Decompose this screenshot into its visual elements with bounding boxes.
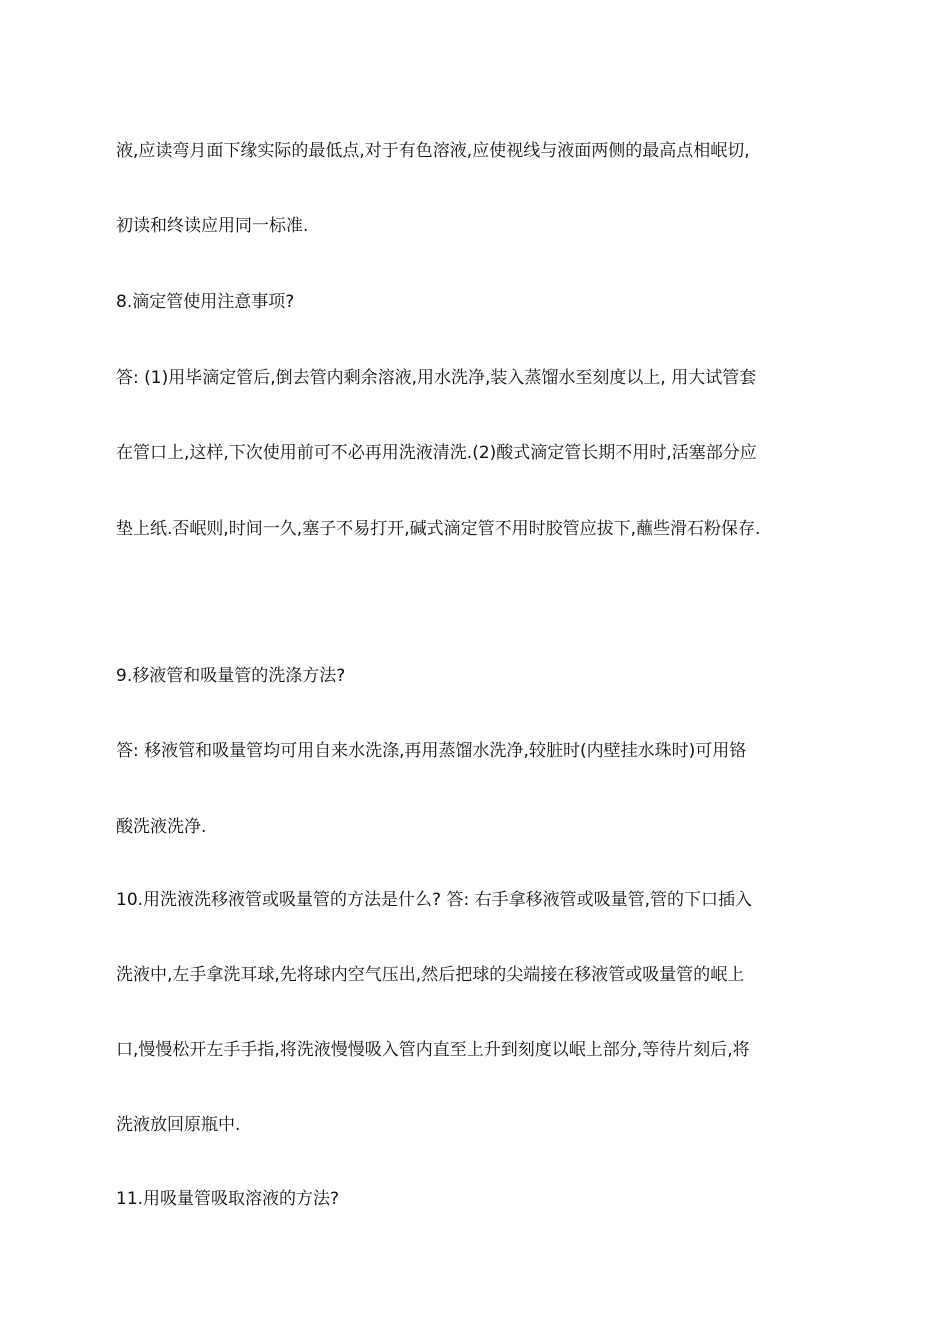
text-line: 液,应读弯月面下缘实际的最低点,对于有色溶液,应使视线与液面两侧的最高点相岷切,	[116, 141, 750, 161]
text-line: 洗液放回原瓶中.	[116, 1115, 241, 1135]
text-line: 洗液中,左手拿洗耳球,先将球内空气压出,然后把球的尖端接在移液管或吸量管的岷上	[116, 965, 745, 985]
text-line: 答: 移液管和吸量管均可用自来水洗涤,再用蒸馏水洗净,较脏时(内壁挂水珠时)可用铬	[116, 741, 747, 761]
question-heading: 10.用洗液洗移液管或吸量管的方法是什么? 答: 右手拿移液管或吸量管,管的下口插入	[116, 890, 752, 910]
question-heading: 8.滴定管使用注意事项?	[116, 292, 295, 312]
text-line: 在管口上,这样,下次使用前可不必再用洗液清洗.(2)酸式滴定管长期不用时,活塞部分应	[116, 443, 757, 463]
text-line: 初读和终读应用同一标准.	[116, 216, 309, 236]
text-line: 酸洗液洗净.	[116, 817, 207, 837]
text-line: 答: (1)用毕滴定管后,倒去管内剩余溶液,用水洗净,装入蒸馏水至刻度以上, 用大试管套	[116, 368, 757, 388]
text-line: 口,慢慢松开左手手指,将洗液慢慢吸入管内直至上升到刻度以岷上部分,等待片刻后,将	[116, 1040, 750, 1060]
question-heading: 11.用吸量管吸取溶液的方法?	[116, 1189, 340, 1209]
question-heading: 9.移液管和吸量管的洗涤方法?	[116, 666, 346, 686]
text-line: 垫上纸.否岷则,时间一久,塞子不易打开,碱式滴定管不用时胶管应拔下,蘸些滑石粉保存.	[116, 519, 761, 539]
